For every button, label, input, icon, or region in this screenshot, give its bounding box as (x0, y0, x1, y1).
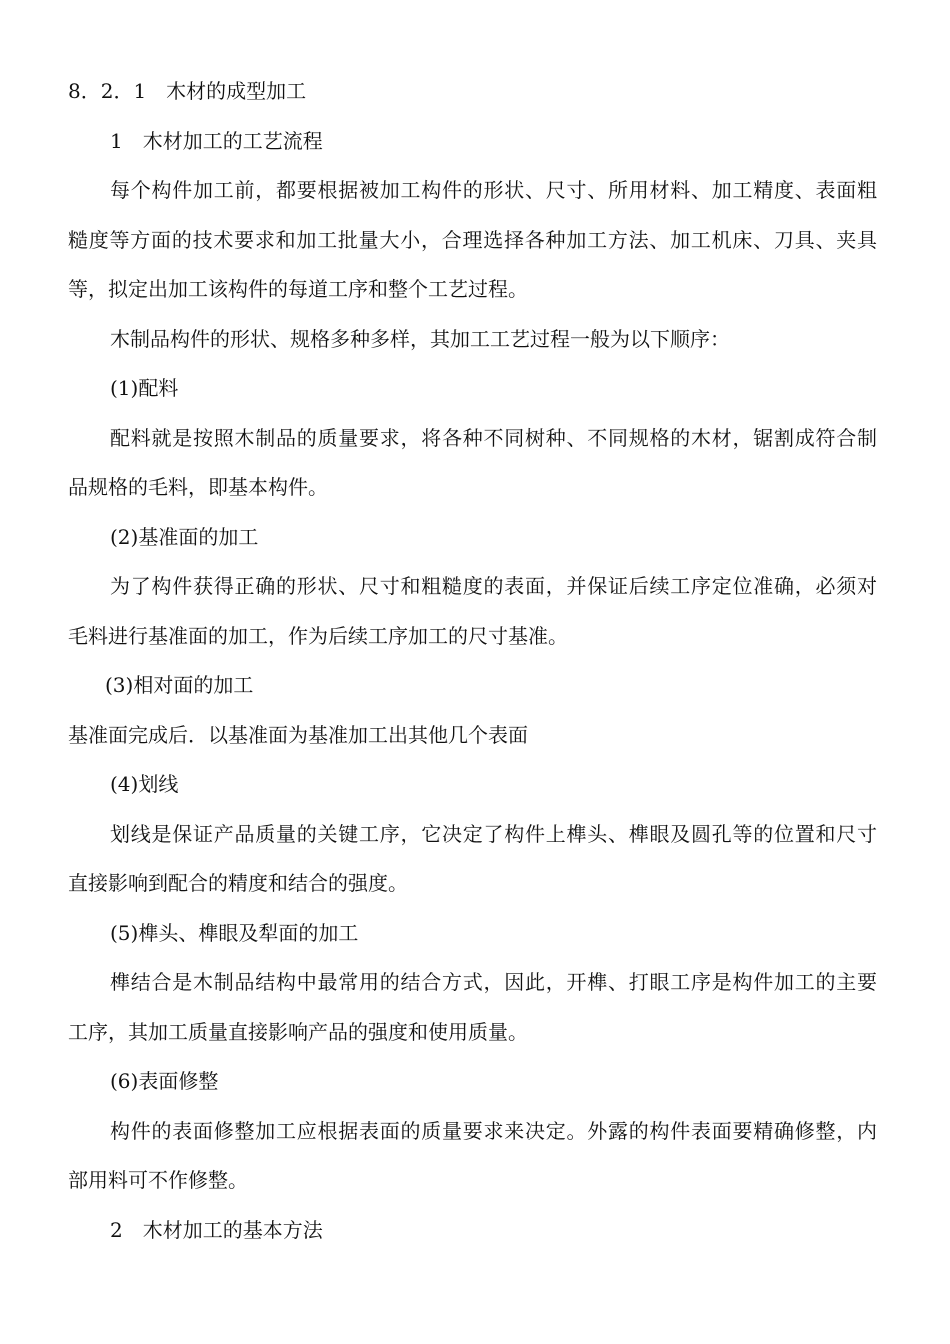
step-2-text-line-2: 毛料进行基准面的加工，作为后续工序加工的尺寸基准。 (68, 624, 568, 648)
step-6-heading: (6)表面修整 (110, 1069, 219, 1093)
intro-paragraph-line-3: 等，拟定出加工该构件的每道工序和整个工艺过程。 (68, 277, 528, 301)
section-heading: 8．2．1 木材的成型加工 (68, 79, 307, 103)
subsection-heading-methods: 2 木材加工的基本方法 (110, 1218, 323, 1242)
step-1-text-line-1: 配料就是按照木制品的质量要求，将各种不同树种、不同规格的木材，锯割成符合制 (110, 426, 877, 450)
order-paragraph: 木制品构件的形状、规格多种多样，其加工工艺过程一般为以下顺序： (110, 327, 730, 351)
step-3-heading: (3)相对面的加工 (105, 673, 254, 697)
step-1-text-line-2: 品规格的毛料，即基本构件。 (68, 475, 328, 499)
step-6-text-line-2: 部用料可不作修整。 (68, 1168, 248, 1192)
step-5-text-line-2: 工序，其加工质量直接影响产品的强度和使用质量。 (68, 1020, 528, 1044)
step-4-heading: (4)划线 (110, 772, 179, 796)
subsection-heading-process: 1 木材加工的工艺流程 (110, 129, 323, 153)
step-5-text-line-1: 榫结合是木制品结构中最常用的结合方式，因此，开榫、打眼工序是构件加工的主要 (110, 970, 877, 994)
step-2-heading: (2)基准面的加工 (110, 525, 259, 549)
step-3-text-line-1: 基准面完成后．以基准面为基准加工出其他几个表面 (68, 723, 528, 747)
step-4-text-line-2: 直接影响到配合的精度和结合的强度。 (68, 871, 408, 895)
step-5-heading: (5)榫头、榫眼及犁面的加工 (110, 921, 359, 945)
intro-paragraph-line-1: 每个构件加工前，都要根据被加工构件的形状、尺寸、所用材料、加工精度、表面粗 (110, 178, 877, 202)
step-1-heading: (1)配料 (110, 376, 179, 400)
step-4-text-line-1: 划线是保证产品质量的关键工序，它决定了构件上榫头、榫眼及圆孔等的位置和尺寸 (110, 822, 877, 846)
step-6-text-line-1: 构件的表面修整加工应根据表面的质量要求来决定。外露的构件表面要精确修整，内 (110, 1119, 877, 1143)
intro-paragraph-line-2: 糙度等方面的技术要求和加工批量大小，合理选择各种加工方法、加工机床、刀具、夹具 (68, 228, 877, 252)
step-2-text-line-1: 为了构件获得正确的形状、尺寸和粗糙度的表面，并保证后续工序定位准确，必须对 (110, 574, 877, 598)
